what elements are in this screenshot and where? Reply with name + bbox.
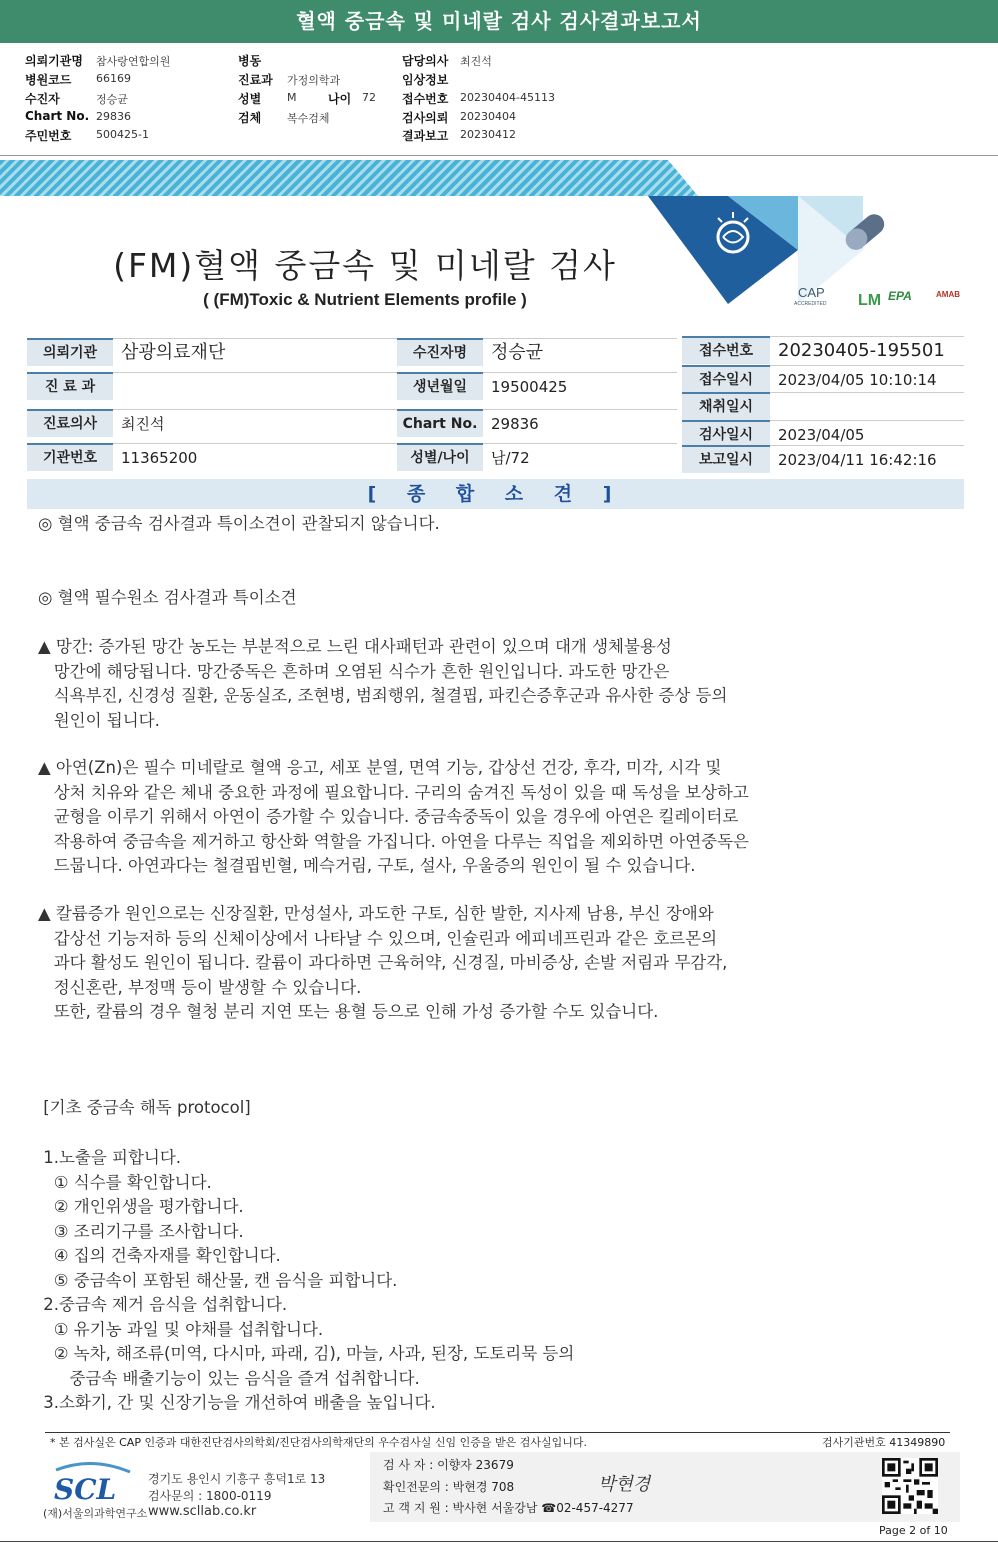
header-value: 500425-1 <box>96 128 149 141</box>
receipt-label: 보고일시 <box>682 445 770 473</box>
page-bottom-border <box>0 1541 998 1542</box>
patient-label: 기관번호 <box>27 443 113 471</box>
lm-logo: LM <box>858 292 882 309</box>
summary-heading: [ 종 합 소 견 ] <box>27 479 964 509</box>
header-label: 병원코드 <box>25 73 72 87</box>
page-title: (FM)혈액 중금속 및 미네랄 검사 <box>113 246 617 285</box>
header-value: 66169 <box>96 72 131 85</box>
summary-essential-elements: ◎ 혈액 필수원소 검사결과 특이소견 <box>38 588 297 607</box>
receipt-label: 접수일시 <box>682 365 770 393</box>
doctor-signature: 박현경 <box>598 1474 651 1495</box>
page-subtitle: ( (FM)Toxic & Nutrient Elements profile ) <box>203 290 527 309</box>
lab-address: 경기도 용인시 기흥구 흥덕1로 13 <box>148 1472 326 1486</box>
header-label: 임상정보 <box>402 73 449 87</box>
receipt-value: 20230405-195501 <box>770 336 964 364</box>
header-value: 참사랑연합의원 <box>96 55 171 68</box>
protocol-steps: 1.노출을 피합니다. ① 식수를 확인합니다. ② 개인위생을 평가합니다. ③ 조리기구를 조사합니다. ④ 집의 건축자재를 확인합니다. ⑤ 중금속이 포함된 해산물, 캔 음식을 피합니다. 2.중금속 제거 음식을 섭취합니다. ① 유기농 과일 및 야채를 섭취합니다. ② 녹차, 해조류(미역, 다시마, 파래, 김), 마늘, 사과, 된장, 도토리묵 등의 중금속 배출기능이 있는 음식을 즐겨 섭취합니다. 3.소화기, 간 및 신장기능을 개선하여 배출을 높입니다. <box>43 1148 575 1412</box>
receipt-label: 검사일시 <box>682 420 770 448</box>
header-label: 검체 <box>238 111 262 125</box>
protocol-heading: [기초 중금속 해독 protocol] <box>38 1098 251 1117</box>
receipt-value: 2023/04/05 <box>770 420 964 448</box>
header-label: 수진자 <box>25 92 60 106</box>
receipt-value: 2023/04/05 10:10:14 <box>770 365 964 393</box>
receipt-label: 접수번호 <box>682 336 770 364</box>
org-number: 검사기관번호 41349890 <box>822 1436 946 1449</box>
header-label: 병동 <box>238 54 262 68</box>
patient-value: 남/72 <box>483 443 677 471</box>
patient-value: 19500425 <box>483 372 677 400</box>
cap-accredited-text: ACCREDITED <box>794 301 827 307</box>
header-label: 검사의뢰 <box>402 111 449 125</box>
finding-zinc: ▲ 아연(Zn)은 필수 미네랄로 혈액 응고, 세포 분열, 면역 기능, 갑상선 건강, 후각, 미각, 시각 및 상처 치유와 같은 체내 중요한 과정에 필요합니다. 구리의 숨겨진 독성이 있을 때 독성을 보상하고 균형을 이루기 위해서 아연이 증가할 수 있습니다. 중금속중독이 있을 경우에 아연은 킬레이터로 작용하여 중금속을 제거하고 항산화 역할을 가집니다. 아연을 다루는 직업을 제외하면 아연중독은 드뭅니다. 아연과다는 철결핍빈혈, 메슥거림, 구토, 설사, 우울증의 원인이 될 수 있습니다. <box>38 758 749 875</box>
patient-value: 29836 <box>483 409 677 437</box>
report-title: 혈액 중금속 및 미네랄 검사 검사결과보고서 <box>0 0 998 43</box>
patient-label: 진 료 과 <box>27 372 113 400</box>
patient-value <box>113 372 397 400</box>
lab-website[interactable]: www.scllab.co.kr <box>148 1504 257 1519</box>
header-label: 나이 <box>328 92 352 106</box>
lab-name: (재)서울의과학연구소 <box>43 1507 148 1520</box>
header-value: 20230412 <box>460 128 516 141</box>
confirming-doctor: 확인전문의 : 박현경 708 <box>383 1480 515 1494</box>
patient-label: 생년월일 <box>397 372 483 400</box>
svg-text:SCL: SCL <box>54 1473 117 1504</box>
patient-label: 성별/나이 <box>397 443 483 471</box>
request-header <box>0 48 998 156</box>
header-value: 정승균 <box>96 93 128 106</box>
receipt-value: 2023/04/11 16:42:16 <box>770 445 964 473</box>
header-label: 결과보고 <box>402 129 449 143</box>
finding-manganese: ▲ 망간: 증가된 망간 농도는 부분적으로 느린 대사패턴과 관련이 있으며 대개 생체불용성 망간에 해당됩니다. 망간중독은 흔하며 오염된 식수가 흔한 원인입니다. 과도한 망간은 식욕부진, 신경성 질환, 운동실조, 조현병, 범죄행위, 철결핍, 파킨슨증후군과 유사한 증상 등의 원인이 됩니다. <box>38 637 728 730</box>
header-value: 20230404 <box>460 110 516 123</box>
receipt-label: 채취일시 <box>682 392 770 420</box>
customer-support: 고 객 지 원 : 박사현 서울강남 ☎02-457-4277 <box>383 1501 634 1515</box>
patient-value: 최진석 <box>113 409 397 437</box>
header-label: 의뢰기관명 <box>25 54 83 68</box>
header-label: 담당의사 <box>402 54 449 68</box>
amab-logo: AMAB <box>936 290 960 299</box>
header-value: 29836 <box>96 110 131 123</box>
cap-logo: CAP <box>798 285 825 300</box>
header-value: 72 <box>362 91 376 104</box>
patient-label: 수진자명 <box>397 338 483 366</box>
patient-label: Chart No. <box>397 409 483 437</box>
page-number: Page 2 of 10 <box>879 1524 948 1537</box>
patient-value: 정승균 <box>483 338 677 366</box>
header-label: 성별 <box>238 92 262 106</box>
patient-info-table <box>27 335 964 475</box>
header-value: 최진석 <box>460 55 492 68</box>
summary-heavy-metal: ◎ 혈액 중금속 검사결과 특이소견이 관찰되지 않습니다. <box>38 514 440 533</box>
header-value: M <box>287 91 297 104</box>
epa-logo: EPA <box>888 289 912 303</box>
header-label: 주민번호 <box>25 129 72 143</box>
patient-value: 11365200 <box>113 443 397 471</box>
header-label: 진료과 <box>238 73 273 87</box>
scl-logo <box>52 1462 132 1504</box>
qr-code-icon <box>882 1458 938 1514</box>
lab-phone: 검사문의 : 1800-0119 <box>148 1489 272 1503</box>
footer-divider <box>45 1432 950 1433</box>
tester: 검 사 자 : 이향자 23679 <box>383 1458 514 1472</box>
patient-label: 진료의사 <box>27 409 113 437</box>
header-label: Chart No. <box>25 109 90 123</box>
receipt-value <box>770 392 964 420</box>
header-value: 가정의학과 <box>287 74 341 87</box>
accreditation-note: * 본 검사실은 CAP 인증과 대한진단검사의학회/진단검사의학재단의 우수검사실 신임 인증을 받은 검사실입니다. <box>50 1436 588 1449</box>
finding-potassium: ▲ 칼륨증가 원인으로는 신장질환, 만성설사, 과도한 구토, 심한 발한, 지사제 남용, 부신 장애와 갑상선 기능저하 등의 신체이상에서 나타날 수 있으며, 인슐린과 에피네프린과 같은 호르몬의 과다 활성도 원인이 됩니다. 칼륨이 과다하면 근육허약, 신경질, 마비증상, 손발 저림과 무감각, 정신혼란, 부정맥 등이 발생할 수 있습니다. 또한, 칼륨의 경우 혈청 분리 지연 또는 용혈 등으로 인해 가성 증가할 수도 있습니다. <box>38 904 728 1021</box>
header-label: 접수번호 <box>402 92 449 106</box>
header-value: 복수검체 <box>287 112 330 125</box>
patient-label: 의뢰기관 <box>27 338 113 366</box>
header-value: 20230404-45113 <box>460 91 555 104</box>
patient-value: 삼광의료재단 <box>113 338 397 366</box>
